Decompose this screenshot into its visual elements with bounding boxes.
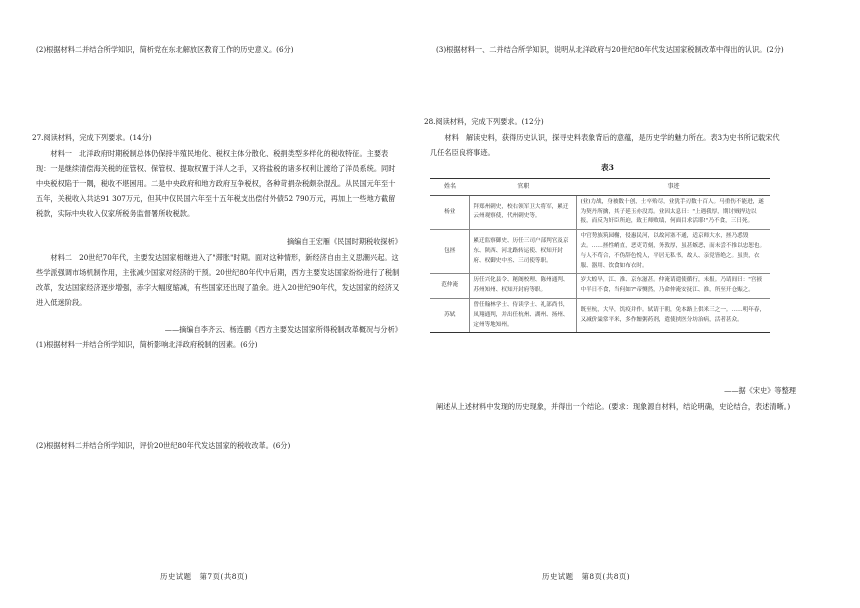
table-3	[430, 178, 770, 333]
table-header-row	[430, 179, 770, 196]
q27-title: 27.阅读材料，完成下列要求。(14分)	[32, 133, 152, 142]
q27-material2: 材料二 20世纪70年代，主要发达国家相继进入了"滞胀"时期。面对这种情形，新经济自由主义思潮兴起。这些学派强调市场机制作用，主张减少国家对经济的干预。20世纪80年代中后期，西方主要发达国家纷纷进行了税制改革，发达国家经济逐步增强，赤字大幅度缩减，有些国家还出现了盈余。进入20世纪90年代，发达国家的经济又进入低迷阶段。	[36, 253, 400, 307]
cell-deeds: (业)力战，身被数十创，士卒殆尽，业犹手刃数十百人。马重伤不能进，遂为契丹所擒，其子延玉亦没焉。业因太息曰："上遇我厚，期讨贼捍边以报，而反为奸臣所迫，致王师败绩，何面目求活耶!"乃不食，三日死。	[577, 195, 770, 229]
cell-office: 曾任翰林学士、侍读学士、礼部尚书，凤翔通判，并出任杭州、湖州、扬州、定州等地知州。	[470, 298, 577, 332]
q27-source1: 摘编自王宏雁《民国时期税收探析》	[286, 237, 402, 246]
q28-material: 材料 解读史料，获得历史认识，探寻史料表象背后的意蕴，是历史学的魅力所在。表3为史书所记载宋代几任名臣良将事迹。	[430, 133, 780, 157]
cell-deeds: 中官势族筑园榭，侵惠民河，以故河塞不通，适京师大水，拯乃悉毁去。……拯性峭直，恶吏苛刻，务敦厚，虽甚嫉恶，而未尝不推以忠恕也。与人不苟合，不伪辞色悦人，平居无私书，故人、亲党皆绝之。虽贵，衣服、器用、饮食如布衣时。	[577, 230, 770, 274]
cell-office: 历任兴化县令、秘阁校理、陈州通判、苏州知州、权知开封府等职。	[470, 274, 577, 299]
cell-office: 累迁监察御史、历任三司户部判官及京东、陕西、河北路转运使、权知开封府、权御史中丞、三司使等职。	[470, 230, 577, 274]
page-footer-8: 历史试题 第8页(共8页)	[542, 572, 631, 581]
table-title: 表3	[601, 163, 614, 172]
cell-deeds: 既至杭，大旱，饥疫并作。轼请于朝，免本路上供米三之一。……明年春，又减价粜常平米，多作饘粥药剂，遣使挟医分坊治病，活者甚众。	[577, 298, 770, 332]
header-deeds: 事迹	[577, 179, 770, 196]
cell-name: 范仲淹	[430, 274, 470, 299]
cell-name: 包拯	[430, 230, 470, 274]
question-prev-3: (3)根据材料一、二并结合所学知识，说明从北洋政府与20世纪80年代发达国家税制改革中得出的认识。(2分)	[436, 45, 784, 54]
table-row	[430, 195, 770, 229]
table-row	[430, 274, 770, 299]
q27-question-2: (2)根据材料二并结合所学知识，评价20世纪80年代发达国家的税收改革。(6分)	[36, 441, 291, 450]
cell-name: 苏轼	[430, 298, 470, 332]
q28-question: 阐述从上述材料中发现的历史现象，并得出一个结论。(要求：现象源自材料，结论明确，史论结合，表述清晰。)	[436, 402, 791, 411]
cell-office: 拜郑州刺史，校右领军卫大将军，累迁云州观察使，代州刺史等。	[470, 195, 577, 229]
page-footer-7: 历史试题 第7页(共8页)	[160, 572, 249, 581]
table-row	[430, 298, 770, 332]
header-office: 官职	[470, 179, 577, 196]
q27-source2: ——摘编自李齐云、杨连鹏《西方主要发达国家所得税制改革概况与分析》	[164, 325, 402, 334]
table-row	[430, 230, 770, 274]
cell-deeds: 岁大蝗旱，江、淮、京东滋甚。仲淹请遣使循行，未报。乃请间曰："宫掖中半日不食，当何如?"帝恻然，乃命仲淹安抚江、淮，所至开仓赈之。	[577, 274, 770, 299]
right-page	[424, 0, 860, 608]
q28-source: ——据《宋史》等整理	[724, 386, 796, 395]
cell-name: 杨业	[430, 195, 470, 229]
question-prev-2: (2)根据材料二并结合所学知识，简析党在东北解放区教育工作的历史意义。(6分)	[36, 45, 294, 54]
q27-question-1: (1)根据材料一并结合所学知识，简析影响北洋政府税制的因素。(6分)	[36, 340, 258, 349]
header-name: 姓名	[430, 179, 470, 196]
q28-title: 28.阅读材料，完成下列要求。(12分)	[424, 117, 544, 126]
q27-material1: 材料一 北洋政府时期税制总体仍保持半殖民地化、税权主体分散化、税捐类型多样化的税收特征。主要表现：一是继续清偿海关税的征管权、保管权、提取权置于洋人之手，又将盐税的诸多权利让渡给了洋员系统。同时中央税权陷于一隅，税收不堪困用。二是中央政府和地方政府互争税权，各种苛捐杂税颇杂混乱。从民国元年至十五年，关税收入共达91 307万元，但其中仅民国六年至十五年税支出偿付外债52 790万元，再加上一些地方截留税款，实际中央收入仅家所税务监督署所收税款。	[36, 149, 396, 218]
